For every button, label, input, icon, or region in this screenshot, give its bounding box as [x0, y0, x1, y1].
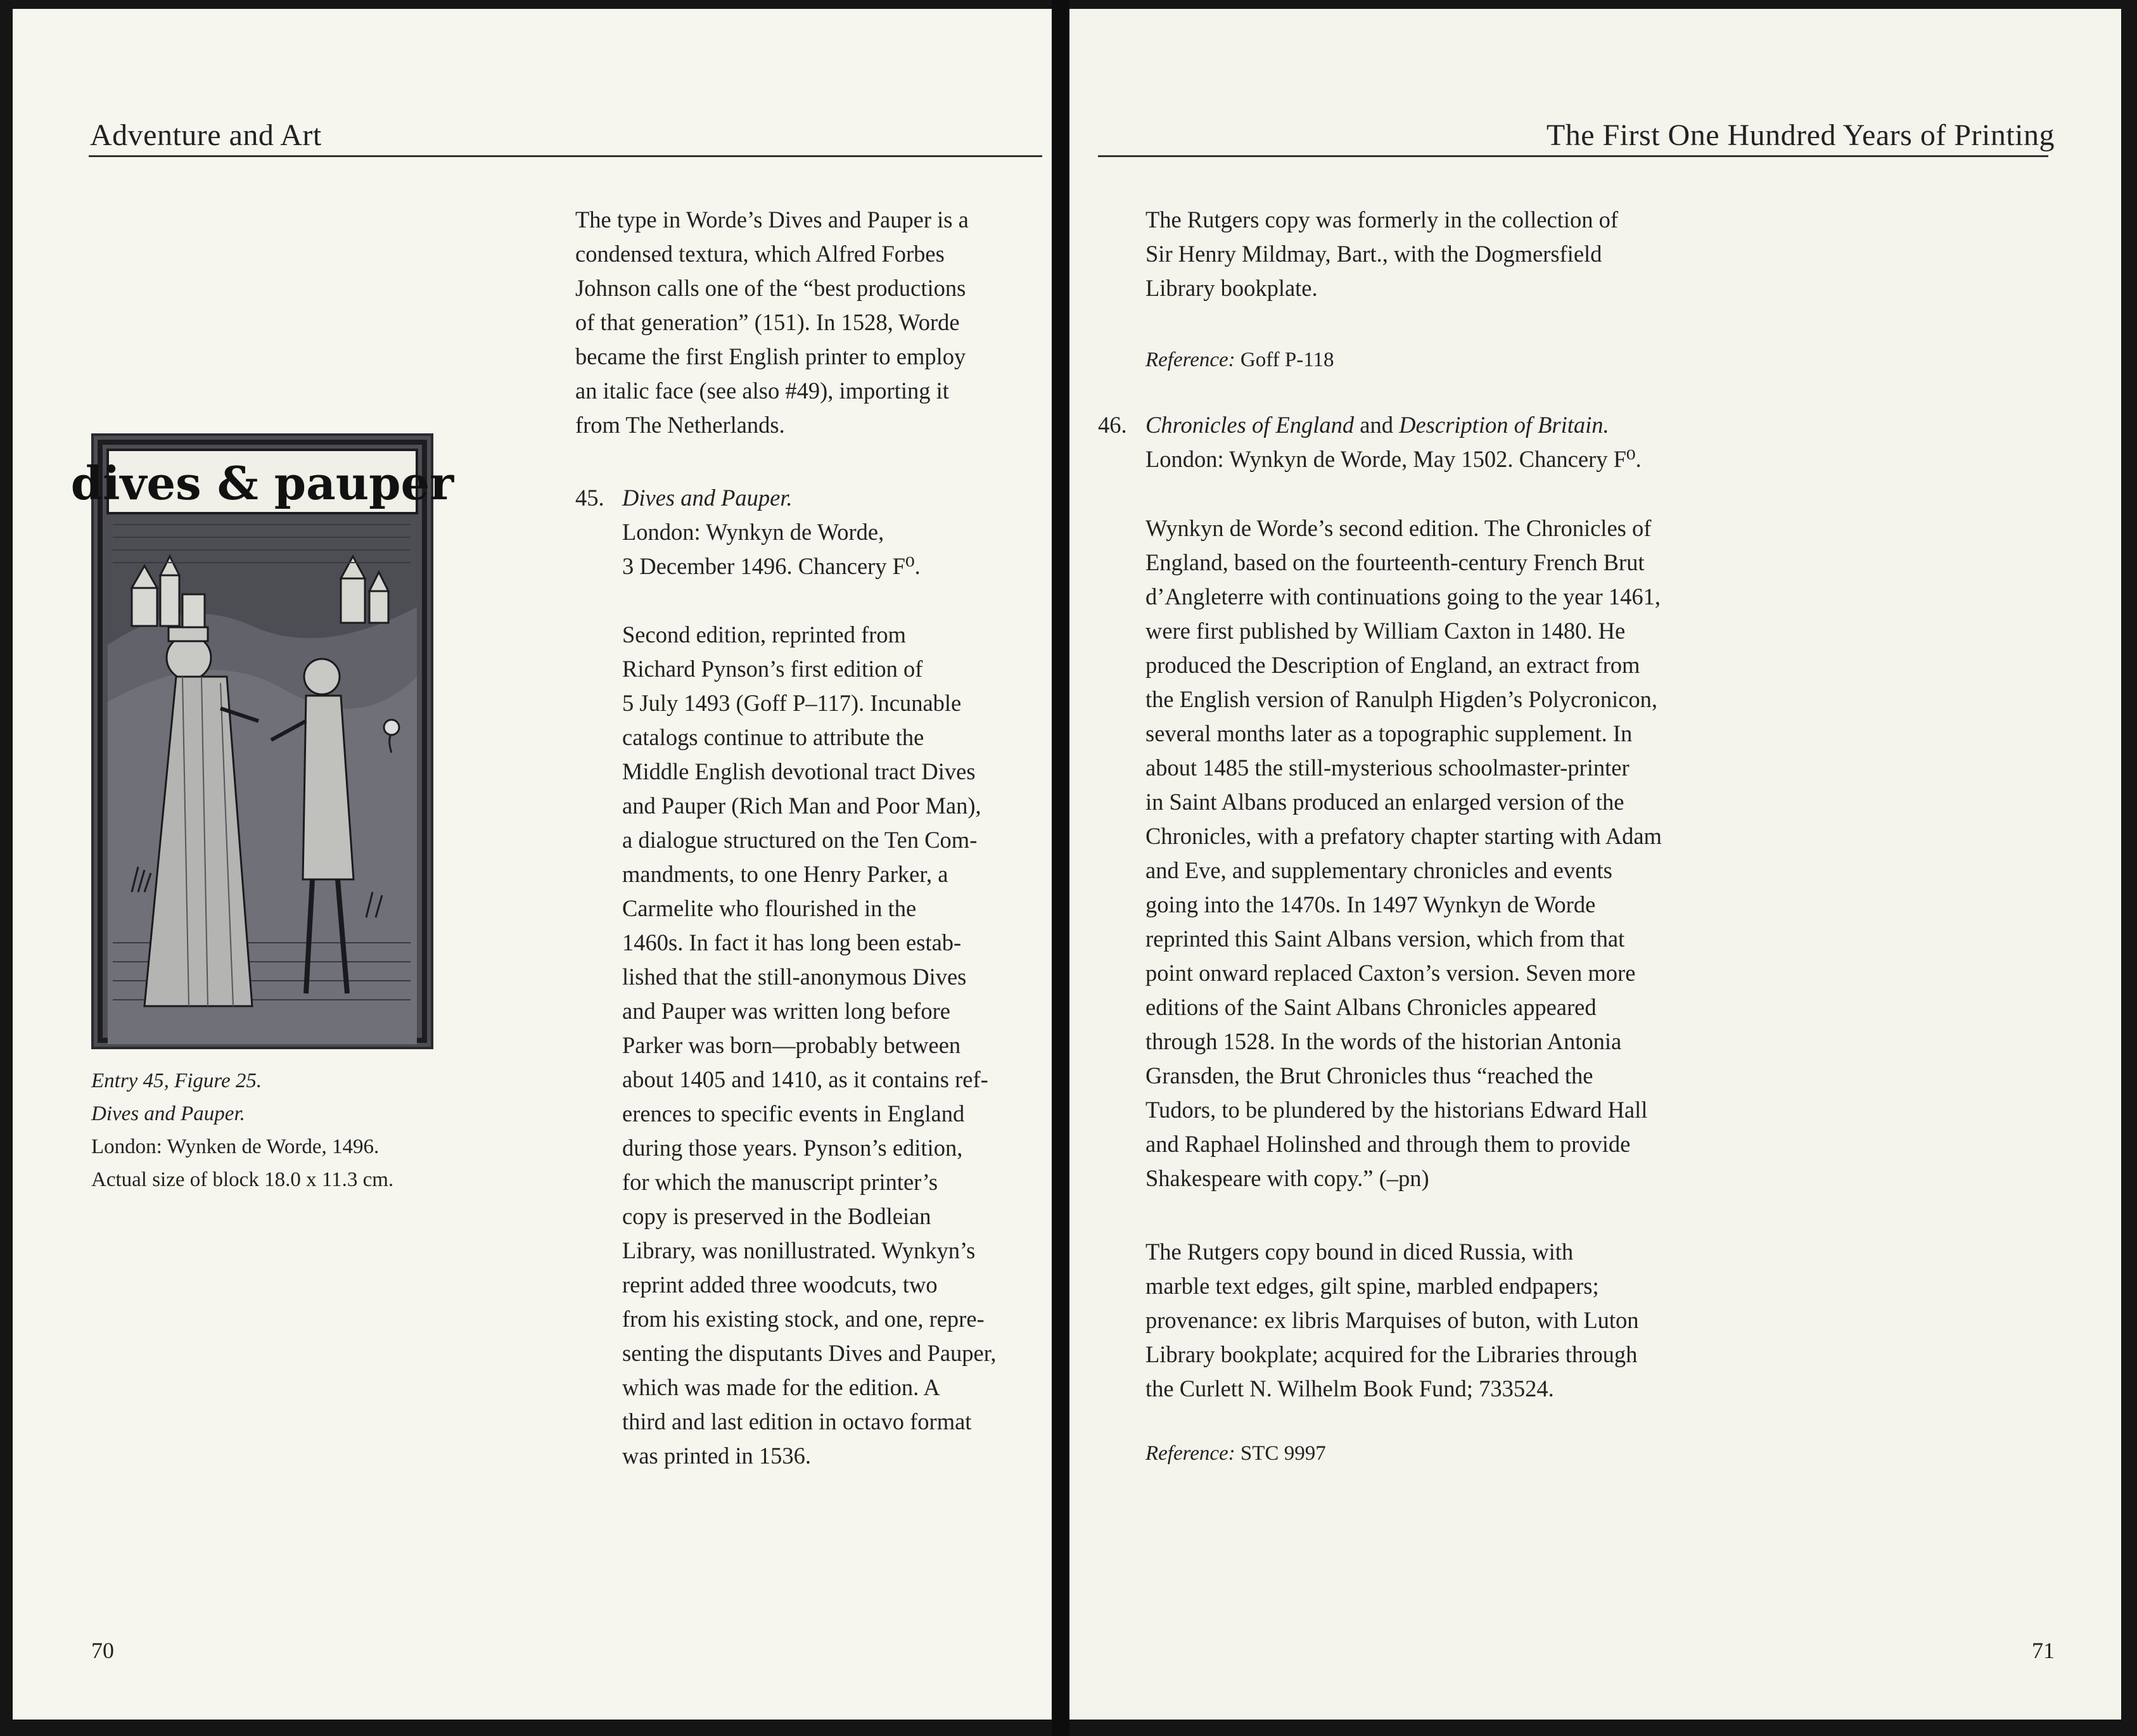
- text-line: lished that the still-anonymous Dives: [622, 964, 967, 990]
- text-line: an italic face (see also #49), importing it: [575, 378, 949, 404]
- text-line: catalogs continue to attribute the: [622, 724, 924, 750]
- text-line: mandments, to one Henry Parker, a: [622, 861, 948, 887]
- woodcut-figure: [70, 433, 454, 1049]
- provenance-paragraph: [1145, 203, 1618, 305]
- reference-value: STC 9997: [1240, 1442, 1326, 1465]
- left-page: [13, 9, 1052, 1720]
- running-head-left: Adventure and Art: [90, 118, 322, 152]
- woodcut-image: [70, 436, 454, 1047]
- text-line: for which the manuscript printer’s: [622, 1169, 938, 1195]
- right-page: [1069, 9, 2121, 1720]
- binding-paragraph: [1145, 1235, 1639, 1406]
- text-line: marble text edges, gilt spine, marbled endpapers;: [1145, 1273, 1599, 1299]
- text-line: Wynkyn de Worde’s second edition. The Chronicles of: [1145, 515, 1652, 541]
- book-gutter: [1052, 0, 1069, 1736]
- text-line: several months later as a topographic supplement. In: [1145, 720, 1633, 746]
- caption-entry-label: Entry 45, Figure 25.: [91, 1069, 262, 1092]
- entry-46-heading: [1145, 408, 1642, 476]
- reference-label: Reference:: [1145, 1442, 1235, 1465]
- text-line: became the first English printer to employ: [575, 343, 966, 369]
- caption-title: Dives and Pauper.: [91, 1102, 245, 1125]
- text-line: Library, was nonillustrated. Wynkyn’s: [622, 1237, 976, 1263]
- text-line: Gransden, the Brut Chronicles thus “reached the: [1145, 1063, 1593, 1088]
- entry-45-imprint-line: 3 December 1496. Chancery F⁰.: [622, 553, 921, 579]
- text-line: about 1405 and 1410, as it contains ref-: [622, 1066, 988, 1092]
- woodcut-title: dives & pauper: [70, 456, 454, 510]
- text-line: about 1485 the still-mysterious schoolmaster-printer: [1145, 755, 1630, 781]
- page-number-left: 70: [91, 1638, 114, 1663]
- text-line: produced the Description of England, an extract from: [1145, 652, 1640, 678]
- text-line: Chronicles, with a prefatory chapter starting with Adam: [1145, 823, 1662, 849]
- text-line: The Rutgers copy was formerly in the collection of: [1145, 207, 1619, 233]
- running-head-right: The First One Hundred Years of Printing: [1546, 118, 2055, 152]
- text-line: Second edition, reprinted from: [622, 622, 907, 648]
- text-line: England, based on the fourteenth-century French Brut: [1145, 549, 1645, 575]
- text-line: going into the 1470s. In 1497 Wynkyn de Worde: [1145, 891, 1596, 917]
- text-line: reprinted this Saint Albans version, which from that: [1145, 926, 1625, 952]
- text-line: were first published by William Caxton in 1480. He: [1145, 618, 1626, 644]
- entry-46-and: and: [1354, 412, 1400, 438]
- entry-46-title-a: Chronicles of England: [1145, 412, 1355, 438]
- text-line: Johnson calls one of the “best productions: [575, 275, 966, 301]
- header-rule-right: [1098, 155, 2048, 157]
- text-line: from The Netherlands.: [575, 412, 785, 438]
- text-line: The type in Worde’s Dives and Pauper is a: [575, 207, 969, 233]
- reference-2: [1145, 1436, 1326, 1471]
- caption-size: Actual size of block 18.0 x 11.3 cm.: [91, 1168, 394, 1191]
- text-line: a dialogue structured on the Ten Com-: [622, 827, 978, 853]
- text-line: Sir Henry Mildmay, Bart., with the Dogmersfield: [1145, 241, 1602, 267]
- text-line: Parker was born—probably between: [622, 1032, 961, 1058]
- text-line: reprint added three woodcuts, two: [622, 1272, 938, 1298]
- text-line: and Pauper was written long before: [622, 998, 950, 1024]
- text-line: during those years. Pynson’s edition,: [622, 1135, 963, 1161]
- reference-value: Goff P-118: [1240, 348, 1334, 371]
- text-line: 5 July 1493 (Goff P–117). Incunable: [622, 690, 962, 716]
- text-line: the Curlett N. Wilhelm Book Fund; 733524.: [1145, 1375, 1554, 1401]
- entry-46-title-b: Description of Britain.: [1399, 412, 1609, 438]
- text-line: The Rutgers copy bound in diced Russia, with: [1145, 1239, 1574, 1265]
- text-line: senting the disputants Dives and Pauper,: [622, 1340, 997, 1366]
- reference-label: Reference:: [1145, 348, 1235, 371]
- text-line: d’Angleterre with continuations going to the year 1461,: [1145, 584, 1661, 610]
- text-line: Tudors, to be plundered by the historians Edward Hall: [1145, 1097, 1648, 1123]
- entry-45-imprint-line: London: Wynkyn de Worde,: [622, 519, 884, 545]
- text-line: point onward replaced Caxton’s version. Seven more: [1145, 960, 1636, 986]
- text-line: and Raphael Holinshed and through them to provide: [1145, 1131, 1631, 1157]
- text-line: Carmelite who flourished in the: [622, 895, 917, 921]
- text-line: condensed textura, which Alfred Forbes: [575, 241, 945, 267]
- entry-46-imprint: London: Wynkyn de Worde, May 1502. Chancery F⁰.: [1145, 446, 1642, 472]
- text-line: in Saint Albans produced an enlarged version of the: [1145, 789, 1624, 815]
- text-line: Library bookplate.: [1145, 275, 1318, 301]
- text-line: copy is preserved in the Bodleian: [622, 1203, 931, 1229]
- figure-caption: [91, 1064, 393, 1196]
- text-line: of that generation” (151). In 1528, Worde: [575, 309, 960, 335]
- entry-45-heading: [622, 481, 921, 584]
- text-line: and Pauper (Rich Man and Poor Man),: [622, 793, 981, 819]
- entry-45-number: 45.: [575, 485, 604, 511]
- text-line: and Eve, and supplementary chronicles and events: [1145, 857, 1612, 883]
- intro-paragraph: [575, 203, 969, 442]
- header-rule-left: [89, 155, 1042, 157]
- text-line: was printed in 1536.: [622, 1443, 812, 1469]
- caption-imprint: London: Wynken de Worde, 1496.: [91, 1135, 380, 1158]
- text-line: 1460s. In fact it has long been estab-: [622, 929, 962, 955]
- text-line: Library bookplate; acquired for the Libraries through: [1145, 1341, 1638, 1367]
- text-line: editions of the Saint Albans Chronicles appeared: [1145, 994, 1597, 1020]
- text-line: erences to specific events in England: [622, 1101, 965, 1126]
- page-number-right: 71: [2032, 1638, 2055, 1663]
- text-line: provenance: ex libris Marquises of buton, with Luton: [1145, 1307, 1639, 1333]
- entry-45-body: [622, 618, 997, 1473]
- text-line: from his existing stock, and one, repre-: [622, 1306, 985, 1332]
- text-line: the English version of Ranulph Higden’s Polycronicon,: [1145, 686, 1657, 712]
- reference-1: [1145, 343, 1334, 377]
- text-line: which was made for the edition. A: [622, 1374, 940, 1400]
- entry-46-body: [1145, 511, 1662, 1196]
- entry-45-title: Dives and Pauper.: [622, 485, 793, 511]
- text-line: Middle English devotional tract Dives: [622, 758, 976, 784]
- entry-46-number: 46.: [1098, 412, 1127, 438]
- text-line: through 1528. In the words of the historian Antonia: [1145, 1028, 1622, 1054]
- text-line: third and last edition in octavo format: [622, 1408, 972, 1434]
- text-line: Richard Pynson’s first edition of: [622, 656, 923, 682]
- text-line: Shakespeare with copy.” (–pn): [1145, 1165, 1429, 1191]
